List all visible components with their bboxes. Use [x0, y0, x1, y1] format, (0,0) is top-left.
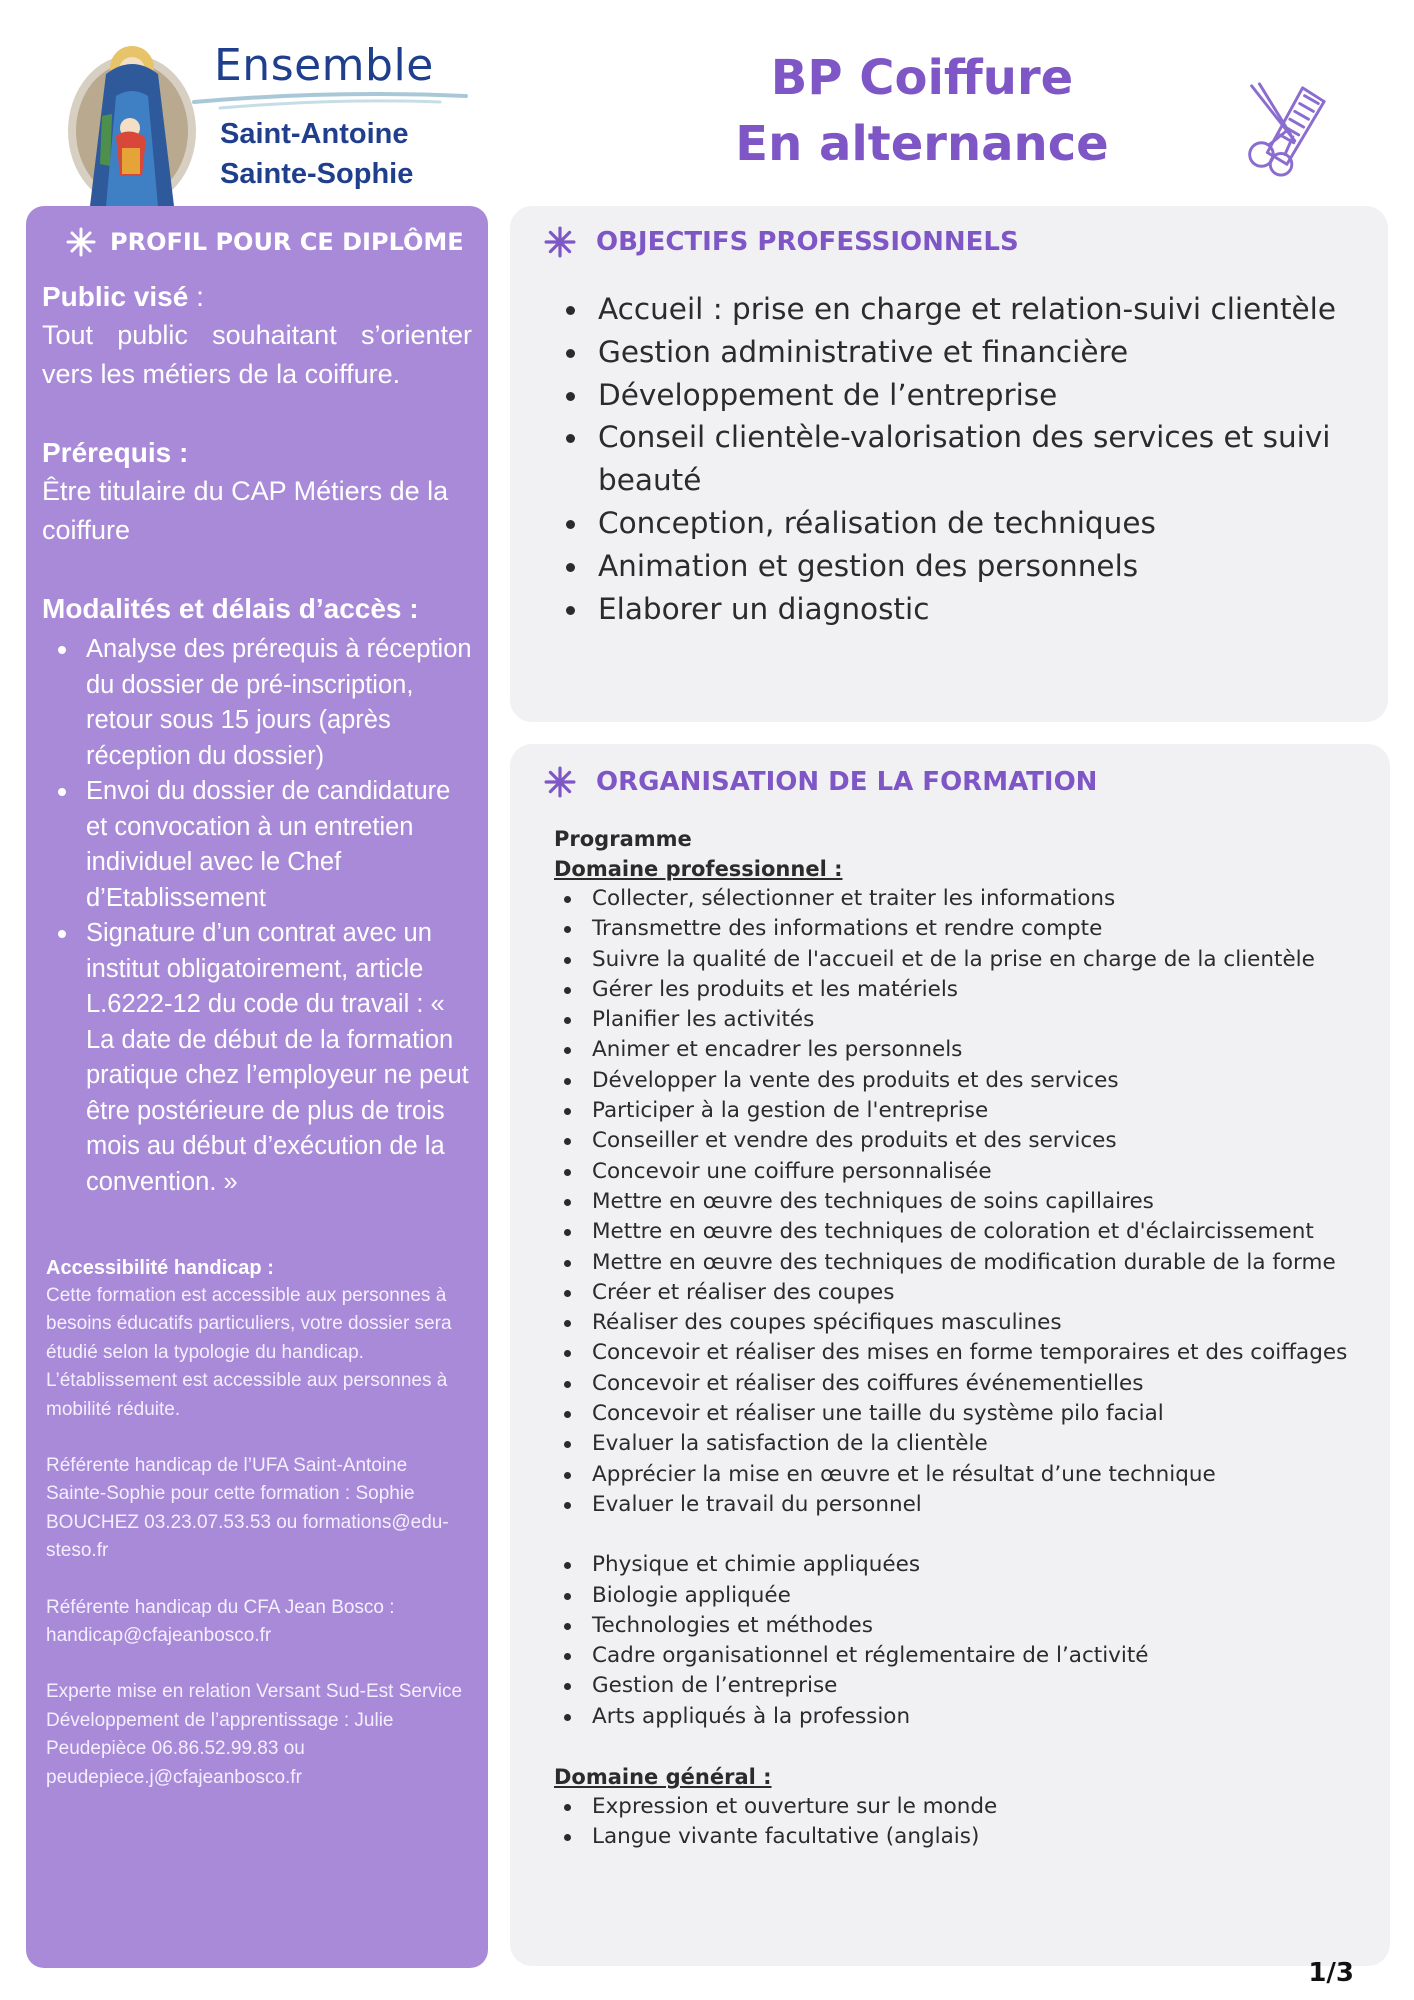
- list-item: Mettre en œuvre des techniques de modification durable de la forme: [554, 1248, 1384, 1278]
- domaine-pro-label: Domaine professionnel :: [554, 857, 843, 881]
- prerequis-section: [42, 434, 472, 550]
- handicap-text: Cette formation est accessible aux personnes à besoins éducatifs particuliers, votre dossier sera étudié selon la typologie du handicap. L’établissement est accessible aux personnes à mobilité réduite.: [46, 1285, 452, 1420]
- asterisk-star-icon: [544, 226, 576, 258]
- list-item: Signature d’un contrat avec un institut obligatoirement, article L.6222-12 du code du travail : « La date de début de la formation pratique chez l’employeur ne peut être postérieure de plus de trois mois au début d’exécution de la convention. »: [42, 916, 472, 1200]
- page-subtitle: En alternance: [735, 116, 1109, 172]
- list-item: Créer et réaliser des coupes: [554, 1278, 1384, 1308]
- list-item: Mettre en œuvre des techniques de soins capillaires: [554, 1187, 1384, 1217]
- organisation-title: ORGANISATION DE LA FORMATION: [596, 767, 1098, 797]
- list-item: Biologie appliquée: [554, 1581, 1384, 1611]
- list-item: Animation et gestion des personnels: [562, 545, 1352, 588]
- objectifs-title: OBJECTIFS PROFESSIONNELS: [596, 227, 1019, 257]
- list-item: Conseil clientèle-valorisation des services et suivi beauté: [562, 416, 1352, 502]
- profil-panel: [26, 206, 488, 1968]
- list-item: Transmettre des informations et rendre compte: [554, 914, 1384, 944]
- list-item: Développer la vente des produits et des services: [554, 1066, 1384, 1096]
- list-item: Planifier les activités: [554, 1005, 1384, 1035]
- list-item: Analyse des prérequis à réception du dossier de pré-inscription, retour sous 15 jours (après réception du dossier): [42, 632, 472, 774]
- public-text: Tout public souhaitant s’orienter vers les métiers de la coiffure.: [42, 320, 472, 389]
- list-item: Suivre la qualité de l'accueil et de la prise en charge de la clientèle: [554, 945, 1384, 975]
- list-item: Langue vivante facultative (anglais): [554, 1822, 1384, 1852]
- handicap-section: [42, 1254, 472, 1792]
- programme-label: Programme: [554, 827, 692, 851]
- scissors-comb-icon: [1234, 80, 1332, 178]
- list-item: Gérer les produits et les matériels: [554, 975, 1384, 1005]
- modalites-section: [42, 590, 472, 1200]
- list-item: Evaluer le travail du personnel: [554, 1490, 1384, 1520]
- list-item: Evaluer la satisfaction de la clientèle: [554, 1429, 1384, 1459]
- domaine-pro-list-2: [554, 1550, 1384, 1732]
- profil-title: PROFIL POUR CE DIPLÔME: [110, 228, 464, 256]
- objectifs-card: [510, 206, 1388, 722]
- modalites-list: [42, 632, 472, 1200]
- asterisk-star-icon: [544, 766, 576, 798]
- list-item: Concevoir et réaliser une taille du système pilo facial: [554, 1399, 1384, 1429]
- modalites-label: Modalités et délais d’accès :: [42, 593, 419, 624]
- list-item: Conception, réalisation de techniques: [562, 502, 1352, 545]
- list-item: Physique et chimie appliquées: [554, 1550, 1384, 1580]
- list-item: Concevoir et réaliser des mises en forme temporaires et des coiffages: [554, 1338, 1384, 1368]
- handicap-title: Accessibilité handicap :: [46, 1257, 274, 1279]
- list-item: Mettre en œuvre des techniques de coloration et d'éclaircissement: [554, 1217, 1384, 1247]
- list-item: Développement de l’entreprise: [562, 374, 1352, 417]
- page-number: 1/3: [1308, 1958, 1354, 1988]
- objectifs-list: [562, 288, 1352, 630]
- list-item: Apprécier la mise en œuvre et le résultat d’une technique: [554, 1460, 1384, 1490]
- list-item: Gestion de l’entreprise: [554, 1671, 1384, 1701]
- list-item: Conseiller et vendre des produits et des services: [554, 1126, 1384, 1156]
- organisation-header: [544, 766, 1097, 798]
- list-item: Participer à la gestion de l'entreprise: [554, 1096, 1384, 1126]
- virgin-and-child-logo: [62, 36, 202, 206]
- domaine-gen-label: Domaine général :: [554, 1765, 772, 1790]
- list-item: Cadre organisationnel et réglementaire de l’activité: [554, 1641, 1384, 1671]
- list-item: Réaliser des coupes spécifiques masculines: [554, 1308, 1384, 1338]
- public-section: [42, 278, 472, 394]
- profil-header: [42, 224, 472, 260]
- organisation-card: [510, 744, 1390, 1966]
- list-item: Elaborer un diagnostic: [562, 588, 1352, 631]
- asterisk-star-icon: [66, 227, 96, 257]
- domaine-pro-list: [554, 884, 1384, 1520]
- brand-sainte-sophie: Sainte-Sophie: [220, 158, 414, 190]
- experte-contact: Experte mise en relation Versant Sud-Est Service Développement de l’apprentissage : Julie Peudepièce 06.86.52.99.83 ou peudepiece.j@cfajeanbosco.fr: [46, 1681, 463, 1788]
- brand-swoosh-decoration: [190, 88, 470, 112]
- prerequis-text: Être titulaire du CAP Métiers de la coiffure: [42, 476, 449, 545]
- list-item: Accueil : prise en charge et relation-suivi clientèle: [562, 288, 1352, 331]
- public-label: Public visé :: [42, 281, 204, 312]
- prerequis-label: Prérequis :: [42, 437, 189, 468]
- list-item: Concevoir une coiffure personnalisée: [554, 1157, 1384, 1187]
- list-item: Gestion administrative et financière: [562, 331, 1352, 374]
- list-item: Collecter, sélectionner et traiter les informations: [554, 884, 1384, 914]
- list-item: Expression et ouverture sur le monde: [554, 1792, 1384, 1822]
- list-item: Arts appliqués à la profession: [554, 1702, 1384, 1732]
- list-item: Technologies et méthodes: [554, 1611, 1384, 1641]
- domaine-gen-list: [554, 1792, 1384, 1853]
- organisation-body: [554, 824, 1384, 1853]
- brand-saint-antoine: Saint-Antoine: [220, 118, 409, 150]
- list-item: Envoi du dossier de candidature et convocation à un entretien individuel avec le Chef d’Etablissement: [42, 774, 472, 916]
- referente-cfa: Référente handicap du CFA Jean Bosco : handicap@cfajeanbosco.fr: [46, 1596, 395, 1647]
- list-item: Animer et encadrer les personnels: [554, 1035, 1384, 1065]
- objectifs-header: [544, 226, 1019, 258]
- referente-ufa: Référente handicap de l’UFA Saint-Antoine Sainte-Sophie pour cette formation : Sophie BOUCHEZ 03.23.07.53.53 ou formations@edu-steso.fr: [46, 1455, 449, 1562]
- page-title: BP Coiffure: [770, 50, 1074, 106]
- brand-ensemble: Ensemble: [214, 40, 434, 91]
- list-item: Concevoir et réaliser des coiffures événementielles: [554, 1369, 1384, 1399]
